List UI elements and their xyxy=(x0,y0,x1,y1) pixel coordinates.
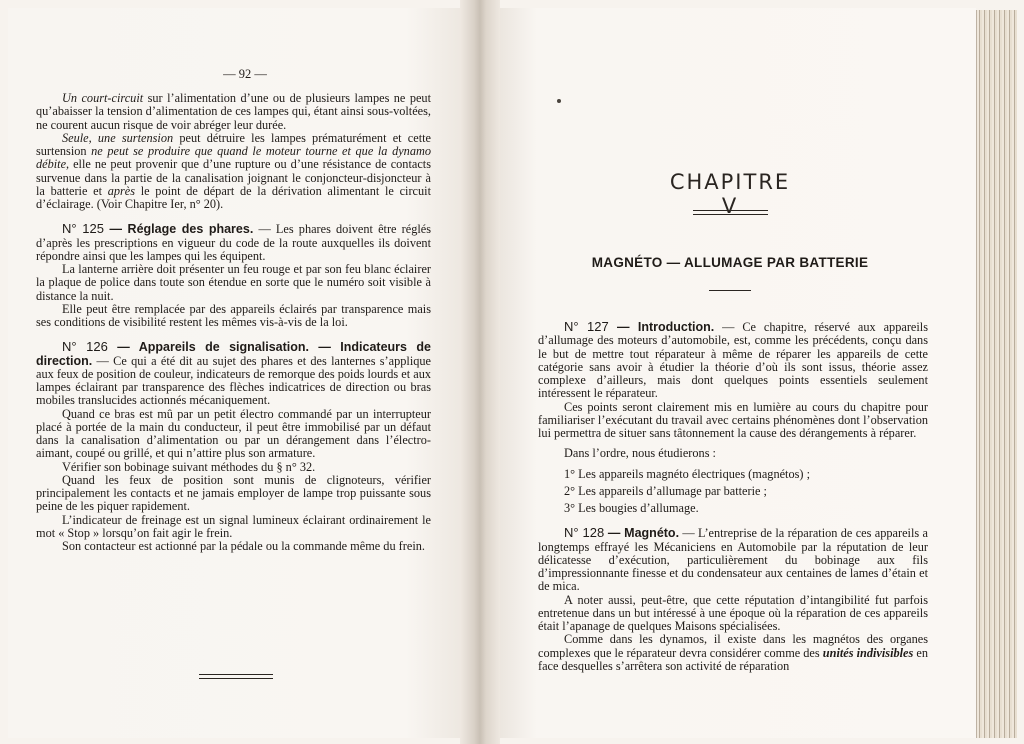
end-double-rule xyxy=(199,674,273,679)
chapter-double-rule xyxy=(693,210,768,215)
page-number: — 92 — xyxy=(223,67,267,81)
list-item: 1° Les appareils magnéto électriques (magnétos) ; xyxy=(564,466,810,481)
list-item: 2° Les appareils d’allumage par batterie ; xyxy=(564,483,767,498)
section-127-heading: N° 127 — Introduction. — Ce chapitre, réservé aux appareils d’allumage des moteurs d’automobile, est, comme les précédents, conçu dans le but de mettre tout réparateur à même de réparer les appareils de cette catégorie sans avoir à étudier la théorie d’où ils sont issus, théorie assez complexe d’ailleurs, mais dont quelques points essentiels seulement intéressent le réparateur. xyxy=(538,319,928,401)
left-page-body xyxy=(36,92,431,553)
section-127-paragraph: Ces points seront clairement mis en lumière au cours du chapitre pour familiariser l’exécutant du travail avec certains phénomènes dont l’observation lui permettra de situer sans tâtonnement la cause des dérangements à réparer. xyxy=(538,399,928,440)
section-128-heading: N° 128 — Magnéto. — L’entreprise de la réparation de ces appareils a longtemps effrayé les Mécaniciens en Automobile par la réputation de leur délicatesse d’exécution, particulièrement du bobinage aux fils d’impressionnante finesse et du condensateur aux centaines de lames d’étain et de mica. xyxy=(538,525,928,594)
ink-dot xyxy=(557,99,561,103)
page-edges xyxy=(976,10,1017,738)
paragraph-overvoltage: Seule, une surtension peut détruire les lampes prématurément et cette surtension ne peut se produire que quand le moteur tourne et que la dynamo débite, elle ne peut provenir que d’une rupture ou d’une résistance de contacts survenue dans la partie de la canalisation joignant le conjoncteur-disjoncteur à la batterie et après le point de départ de la dérivation alimentant le circuit d’éclairage. (Voir Chapitre Ier, n° 20). xyxy=(36,130,431,211)
section-126-paragraph: Vérifier son bobinage suivant méthodes du § n° 32. xyxy=(62,459,316,474)
right-page-body xyxy=(538,320,928,673)
paragraph-short-circuit: Un court-circuit sur l’alimentation d’une ou de plusieurs lampes ne peut qu’abaisser la tension d’alimentation de ces lampes qui, étant ainsi sous-voltées, ne courent aucun risque de voir abréger leur durée. xyxy=(36,91,431,132)
section-128-paragraph: Comme dans les dynamos, il existe dans les magnétos des organes complexes que le réparateur devra considérer comme des unités indivisibles en face desquelles s’arrêtera son activité de réparation xyxy=(538,632,928,673)
list-item: 3° Les bougies d’allumage. xyxy=(564,501,699,515)
section-125-paragraph: Elle peut être remplacée par des appareils éclairés par transparence mais ses conditions de visibilité restent les mêmes vis-à-vis de la loi. xyxy=(36,301,431,329)
section-126-paragraph: Son contacteur est actionné par la pédale ou la commande même du frein. xyxy=(62,539,425,553)
book-gutter xyxy=(460,0,500,744)
section-126-heading: N° 126 — Appareils de signalisation. — Indicateurs de direction. — Ce qui a été dit au sujet des phares et des lanternes s’applique aux feux de position de couleur, indicateurs de remorque des poids lourds et aux lampes éclairant par transparence des flèches indicatrices de direction ou bras mobiles translucides actionnés mécaniquement. xyxy=(36,339,431,408)
chapter-heading: CHAPITRE V xyxy=(669,170,791,218)
section-125-heading: N° 125 — Réglage des phares. — Les phares doivent être réglés d’après les prescriptions en vigueur du code de la route auxquelles ils doivent répondre ainsi que les lampes qui les équipent. xyxy=(36,221,432,263)
section-128-paragraph: A noter aussi, peut-être, que cette réputation d’intangibilité fut parfois entretenue dans un but intéressé à une époque où la réparation de ces appareils était l’apanage de quelques Maisons spécialisées. xyxy=(538,592,928,633)
section-127-paragraph: Dans l’ordre, nous étudierons : xyxy=(564,446,716,461)
title-rule xyxy=(709,290,751,291)
section-126-paragraph: Quand les feux de position sont munis de clignoteurs, vérifier principalement les contacts et ne jamais employer de lampe trop puissante sous peine de les piquer rapidement. xyxy=(36,472,431,514)
section-126-paragraph: Quand ce bras est mû par un petit électro commandé par un interrupteur placé à portée de la main du conducteur, il peut être immobilisé par un défaut dans la canalisation d’alimentation ou par un dérangement dans l’électro-aimant, coupé ou grillé, et qui n’attire plus son armature. xyxy=(36,406,431,461)
section-125-paragraph: La lanterne arrière doit présenter un feu rouge et par son feu blanc éclairer la plaque de police dans toute son étendue en sorte que le numéro soit visible à distance la nuit. xyxy=(36,262,431,303)
chapter-title: MAGNÉTO — ALLUMAGE PAR BATTERIE xyxy=(591,255,869,270)
section-126-paragraph: L’indicateur de freinage est un signal lumineux éclairant ordinairement le mot « Stop » lorsqu’on fait agir le frein. xyxy=(36,512,431,540)
